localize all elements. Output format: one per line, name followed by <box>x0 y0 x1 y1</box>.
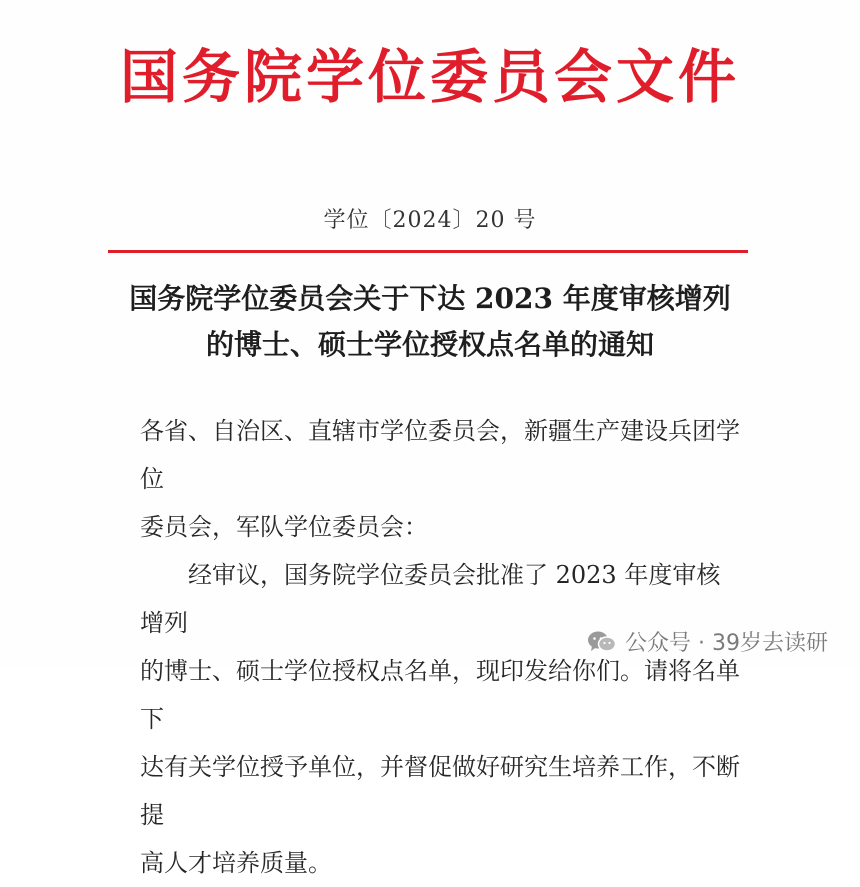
paragraph-line-1: 经审议，国务院学位委员会批准了 2023 年度审核增列 <box>140 561 721 637</box>
issuer-header: 国务院学位委员会文件 <box>119 43 740 111</box>
addressee-line-2: 委员会，军队学位委员会： <box>140 513 428 541</box>
title-line-1: 国务院学位委员会关于下达 2023 年度审核增列 <box>129 282 731 315</box>
watermark-text: 公众号 · 39岁去读研 <box>625 631 828 656</box>
watermark <box>587 626 828 657</box>
title-line-2: 的博士、硕士学位授权点名单的通知 <box>205 328 654 361</box>
paragraph-line-2: 的博士、硕士学位授权点名单，现印发给你们。请将名单下 <box>140 657 740 733</box>
document-title <box>0 276 860 368</box>
document-number: 学位〔2024〕20 号 <box>323 208 537 233</box>
addressee-line-1: 各省、自治区、直辖市学位委员会，新疆生产建设兵团学位 <box>140 417 740 493</box>
paragraph-line-4: 高人才培养质量。 <box>140 849 332 877</box>
red-divider-line <box>108 250 748 253</box>
wechat-icon <box>587 630 617 654</box>
paragraph-line-3: 达有关学位授予单位，并督促做好研究生培养工作，不断提 <box>140 753 740 829</box>
